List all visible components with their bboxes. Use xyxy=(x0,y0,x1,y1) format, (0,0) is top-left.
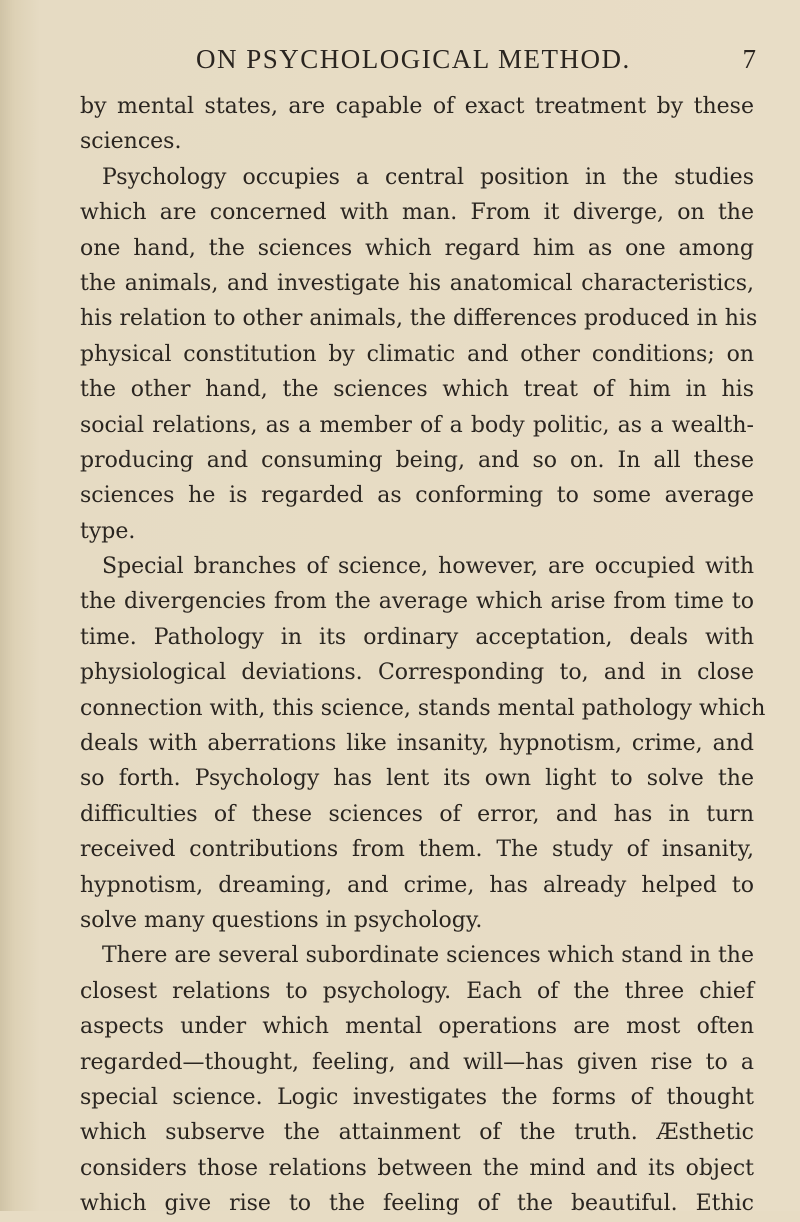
text-line: deals with aberrations like insanity, hypnotism, crime, and xyxy=(80,731,754,757)
running-head: ON PSYCHOLOGICAL METHOD. xyxy=(196,44,631,74)
text-line: by mental states, are capable of exact treatment by these xyxy=(80,94,754,119)
page-header xyxy=(196,44,756,84)
text-line: difficulties of these sciences of error, and has in turn xyxy=(80,801,754,827)
text-line: physical constitution by climatic and other conditions; on xyxy=(80,341,754,367)
text-line: the divergencies from the average which arise from time to xyxy=(80,589,754,615)
text-line: Psychology occupies a central position in the studies xyxy=(102,164,754,190)
text-line: aspects under which mental operations are most often xyxy=(80,1014,754,1040)
text-line: solve many questions in psychology. xyxy=(80,907,483,933)
text-line: considers those relations between the mind and its object xyxy=(80,1155,754,1181)
text-line: time. Pathology in its ordinary acceptation, deals with xyxy=(80,624,754,650)
text-line: the animals, and investigate his anatomical characteristics, xyxy=(80,270,754,296)
text-line: regarded—thought, feeling, and will—has given rise to a xyxy=(80,1049,754,1075)
text-line: connection with, this science, stands mental pathology which xyxy=(80,695,766,721)
text-line: which are concerned with man. From it diverge, on the xyxy=(80,200,754,226)
text-line: sciences. xyxy=(80,129,182,155)
text-line: received contributions from them. The study of insanity, xyxy=(80,837,754,863)
text-line: hypnotism, dreaming, and crime, has already helped to xyxy=(80,872,754,898)
text-line: so forth. Psychology has lent its own light to solve the xyxy=(80,766,754,792)
text-line: his relation to other animals, the differences produced in his xyxy=(80,306,758,332)
text-line: which give rise to the feeling of the beautiful. Ethic xyxy=(80,1191,754,1217)
text-line: physiological deviations. Corresponding to, and in close xyxy=(80,660,754,686)
text-line: social relations, as a member of a body politic, as a wealth- xyxy=(80,412,754,438)
text-line: which subserve the attainment of the truth. Æsthetic xyxy=(80,1120,754,1146)
text-line: There are several subordinate sciences which stand in the xyxy=(102,943,754,969)
text-line: one hand, the sciences which regard him as one among xyxy=(80,235,754,261)
text-line: type. xyxy=(80,518,136,544)
text-line: Special branches of science, however, are occupied with xyxy=(102,554,754,580)
text-line: closest relations to psychology. Each of the three chief xyxy=(80,978,754,1004)
text-line: producing and consuming being, and so on. In all these xyxy=(80,447,754,473)
body-text xyxy=(80,89,766,1222)
text-line: the other hand, the sciences which treat of him in his xyxy=(80,377,754,403)
text-line: special science. Logic investigates the forms of thought xyxy=(80,1084,754,1110)
text-line: sciences he is regarded as conforming to some average xyxy=(80,483,754,509)
page-number: 7 xyxy=(742,44,756,74)
